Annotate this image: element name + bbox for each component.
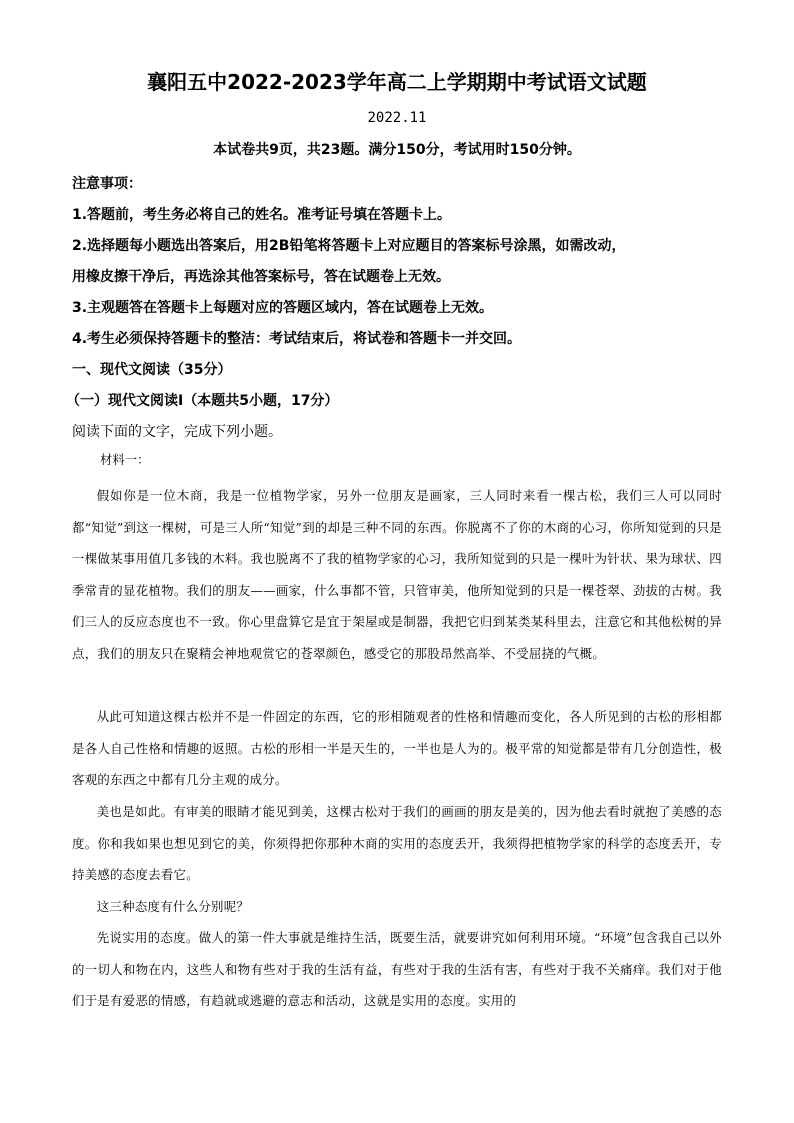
notice-1: 1.答题前，考生务必将自己的姓名。准考证号填在答题卡上。 <box>72 207 452 223</box>
notice-heading: 注意事项： <box>72 176 142 192</box>
exam-intro: 本试卷共9页，共23题。满分150分，考试用时150分钟。 <box>213 142 581 158</box>
exam-title: 襄阳五中2022-2023学年高二上学期期中考试语文试题 <box>147 70 647 94</box>
exam-date: 2022.11 <box>367 110 427 126</box>
material-label: 材料一： <box>100 452 150 467</box>
paragraph-3: 美也是如此。有审美的眼睛才能见到美，这棵古松对于我们的画画的朋友是美的，因为他去看时就抱了美感的态度。你和我如果也想见到它的美，你须得把你那种木商的实用的态度丢开，我须得把植物学家的科学的态度丢开，专持美感的态度去看它。 <box>72 804 722 883</box>
paragraph-4: 这三种态度有什么分别呢？ <box>96 899 250 914</box>
notice-4: 4.考生必须保持答题卡的整洁：考试结束后，将试卷和答题卡一并交回。 <box>72 331 522 347</box>
paragraph-5: 先说实用的态度。做人的第一件大事就是维持生活，既要生活，就要讲究如何利用环境。“环境”包含我自己以外的一切人和物在内，这些人和物有些对于我的生活有益，有些对于我的生活有害，有些对于我不关痛痒。我们对于他们于是有爱恶的情感，有趋就或逃避的意志和活动，这就是实用的态度。实用的 <box>72 930 722 1009</box>
reading-instruction: 阅读下面的文字，完成下列小题。 <box>72 424 282 440</box>
notice-2-cont: 用橡皮擦干净后，再选涂其他答案标号，答在试题卷上无效。 <box>72 269 450 285</box>
paragraph-2: 从此可知道这棵古松并不是一件固定的东西，它的形相随观者的性格和情趣而变化，各人所见到的古松的形相都是各人自己性格和情趣的返照。古松的形相一半是天生的，一半也是人为的。极平常的知觉都是带有几分创造性，极客观的东西之中都有几分主观的成分。 <box>72 709 722 788</box>
paragraph-1: 假如你是一位木商，我是一位植物学家，另外一位朋友是画家，三人同时来看一棵古松，我们三人可以同时都“知觉”到这一棵树，可是三人所“知觉”到的却是三种不同的东西。你脱离不了你的木商的心习，你所知觉到的只是一棵做某事用值几多钱的木料。我也脱离不了我的植物学家的心习，我所知觉到的只是一棵叶为针状、果为球状、四季常青的显花植物。我们的朋友——画家，什么事都不管，只管审美，他所知觉到的只是一棵苍翠、劲拔的古树。我们三人的反应态度也不一致。你心里盘算它是宜于架屋或是制器，我把它归到某类某科里去，注意它和其他松树的异点，我们的朋友只在聚精会神地观赏它的苍翠颜色，感受它的那股昂然高举、不受屈挠的气概。 <box>72 488 722 661</box>
section-heading: 一、现代文阅读（35分） <box>72 362 232 378</box>
notice-2: 2.选择题每小题选出答案后，用2B铅笔将答题卡上对应题目的答案标号涂黑，如需改动， <box>72 238 626 254</box>
notice-3: 3.主观题答在答题卡上每题对应的答题区域内，答在试题卷上无效。 <box>72 300 494 316</box>
subsection-heading: （一）现代文阅读Ⅰ（本题共5小题，17分） <box>66 393 339 409</box>
